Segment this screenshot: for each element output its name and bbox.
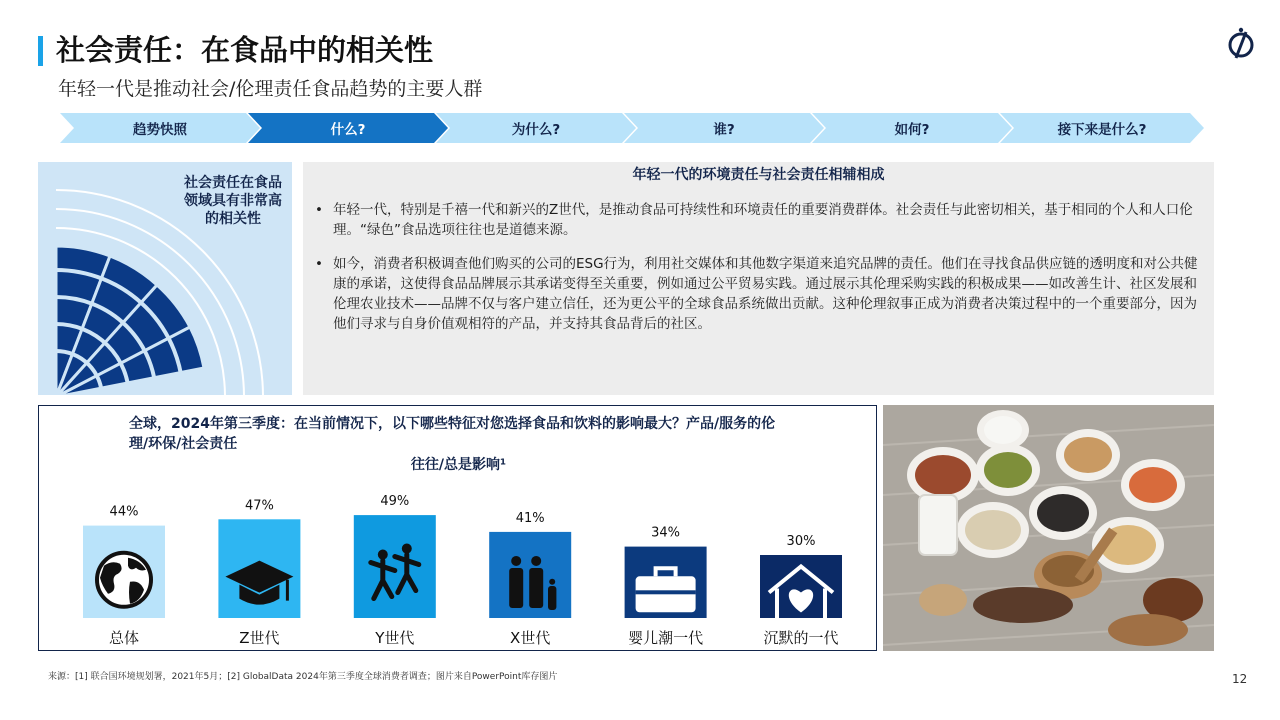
x-tick-label: 婴儿潮一代 <box>628 629 704 647</box>
nav-item-label: 趋势快照 <box>133 122 187 138</box>
insight-list <box>315 200 1205 348</box>
nav-item-what[interactable] <box>248 113 448 143</box>
nav-item-snapshot[interactable] <box>60 113 260 143</box>
title-accent-bar <box>38 36 43 66</box>
bar-value-label: 30% <box>786 534 816 549</box>
insight-panel <box>303 162 1214 395</box>
globe-icon <box>97 553 151 607</box>
brand-logo-icon <box>1224 26 1258 60</box>
page-title: 社会责任：在食品中的相关性 <box>56 33 434 67</box>
nav-item-label: 什么? <box>330 122 366 138</box>
x-tick-label: Y世代 <box>375 629 415 647</box>
section-nav <box>60 113 1210 143</box>
page-number: 12 <box>1232 672 1248 686</box>
x-tick-label: X世代 <box>510 629 551 647</box>
relevance-panel <box>38 162 292 395</box>
list-item: • 年轻一代，特别是千禧一代和新兴的Z世代，是推动食品可持续性和环境责任的重要消费群体。社会责任与此密切相关，基于相同的个人和人口伦理。“绿色”食品选项往往也是道德来源。 <box>315 200 1205 240</box>
nav-item-next[interactable] <box>1000 113 1204 143</box>
bar-chart <box>38 405 877 651</box>
food-bowls-photo <box>883 405 1214 651</box>
bar-value-label: 41% <box>515 510 545 526</box>
x-tick-label: 沉默的一代 <box>763 629 839 647</box>
nav-item-who[interactable] <box>624 113 824 143</box>
page-subtitle: 年轻一代是推动社会/伦理责任食品趋势的主要人群 <box>58 78 483 100</box>
chart-bar <box>354 515 436 618</box>
relevance-text: 社会责任在食品领域具有非常高的相关性 <box>184 175 282 227</box>
list-item: • 如今，消费者积极调查他们购买的公司的ESG行为，利用社交媒体和其他数字渠道来追究品牌的责任。他们在寻找食品供应链的透明度和对公共健康的承诺，这使得食品品牌展示其承诺变得至关重要，例如通过公平贸易实践。通过展示其伦理采购实践的积极成果——如改善生计、社区发展和伦理农业技术——品牌不仅与客户建立信任，还为更公平的全球食品系统做出贡献。这种伦理叙事正成为消费者决策过程中的一个重要部分，因为他们寻求与自身价值观相符的产品，并支持其食品背后的社区。 <box>315 254 1205 334</box>
nav-item-label: 为什么? <box>511 122 561 138</box>
chart-title: 全球，2024年第三季度：在当前情况下，以下哪些特征对您选择食品和饮料的影响最大？产品/服务的伦理/环保/社会责任 <box>129 416 776 452</box>
nav-item-how[interactable] <box>812 113 1012 143</box>
bar-value-label: 49% <box>380 494 410 510</box>
nav-item-label: 接下来是什么? <box>1057 122 1147 138</box>
nav-item-label: 如何? <box>894 122 930 138</box>
chart-subtitle: 往往/总是影响¹ <box>410 457 507 473</box>
x-tick-label: 总体 <box>108 629 140 647</box>
nav-item-label: 谁? <box>713 122 735 138</box>
chart-plot <box>39 406 878 652</box>
x-tick-label: Z世代 <box>239 629 280 647</box>
nav-item-why[interactable] <box>436 113 636 143</box>
bar-value-label: 44% <box>109 504 139 520</box>
bar-value-label: 47% <box>244 498 274 514</box>
source-note: 来源：[1] 联合国环境规划署，2021年5月；[2] GlobalData 2024年第三季度全球消费者调查；图片来自PowerPoint库存图片 <box>48 672 558 682</box>
bar-value-label: 34% <box>651 525 681 541</box>
insight-heading: 年轻一代的环境责任与社会责任相辅相成 <box>632 167 885 183</box>
